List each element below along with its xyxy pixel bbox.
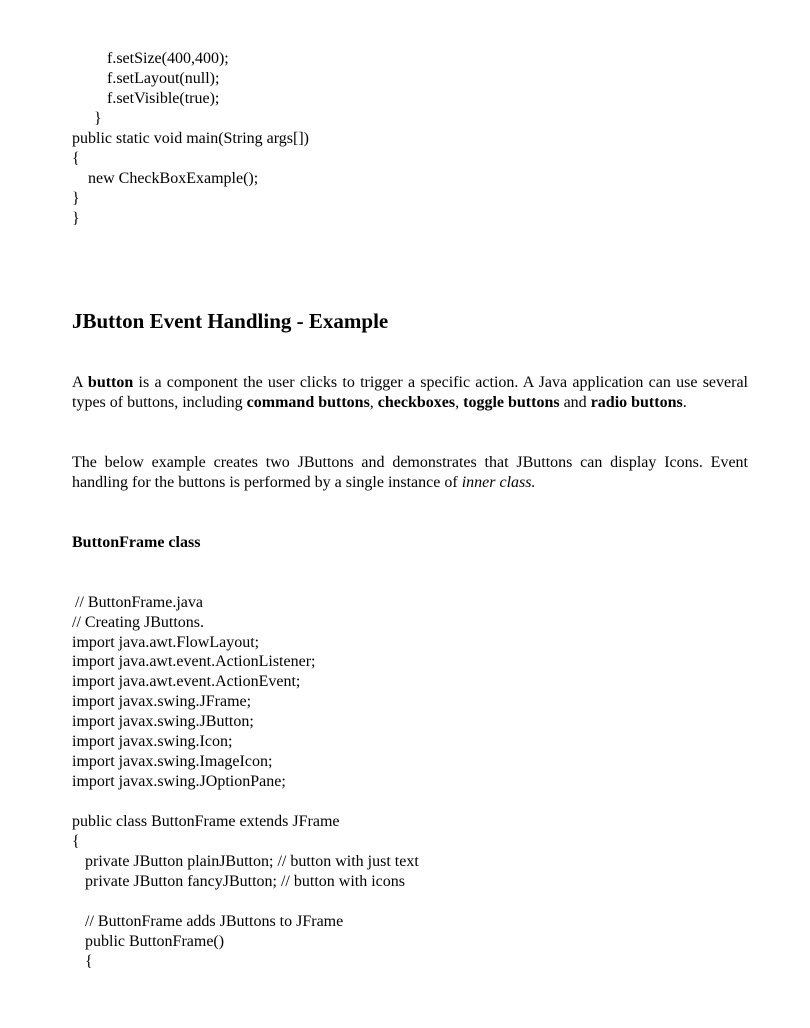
bold-term: checkboxes [377, 394, 456, 411]
code-line: // ButtonFrame.java [75, 594, 203, 611]
code-line: private JButton fancyJButton; // button with icons [85, 873, 405, 890]
code-line: } [72, 210, 80, 227]
code-line: import java.awt.event.ActionEvent; [72, 673, 301, 690]
code-line: // Creating JButtons. [72, 614, 204, 631]
text-run: and [559, 394, 591, 411]
code-line: import java.awt.event.ActionListener; [72, 653, 316, 670]
subsection-heading: ButtonFrame class [72, 534, 201, 551]
text-run: is a component the user clicks to trigger a specific action. A Java application can use several types of buttons, including [72, 374, 748, 411]
code-line: import javax.swing.Icon; [72, 733, 233, 750]
text-run: , [455, 394, 464, 411]
paragraph-buttons-intro [72, 373, 748, 413]
code-line: public ButtonFrame() [85, 933, 225, 950]
text-run: . [682, 394, 687, 411]
code-line: // ButtonFrame adds JButtons to JFrame [85, 913, 344, 930]
bold-term: button [87, 374, 134, 391]
code-line: public class ButtonFrame extends JFrame [72, 813, 340, 830]
text-run: , [369, 394, 378, 411]
code-line: { [85, 953, 93, 970]
code-line: import java.awt.FlowLayout; [72, 634, 260, 651]
code-line: } [72, 190, 80, 207]
code-line: f.setVisible(true); [107, 90, 220, 107]
code-line: new CheckBoxExample(); [88, 170, 259, 187]
paragraph-example-description [72, 453, 748, 493]
bold-term: radio buttons [590, 394, 683, 411]
section-heading: JButton Event Handling - Example [72, 309, 389, 333]
code-line: public static void main(String args[]) [72, 130, 309, 147]
bold-term: command buttons [246, 394, 370, 411]
code-line: f.setSize(400,400); [107, 50, 229, 67]
code-line: private JButton plainJButton; // button with just text [85, 853, 419, 870]
code-line: import javax.swing.JFrame; [72, 693, 252, 710]
code-line: import javax.swing.JButton; [72, 713, 254, 730]
code-line: } [94, 110, 102, 127]
code-line: f.setLayout(null); [107, 70, 220, 87]
bold-term: toggle buttons [463, 394, 560, 411]
text-run: A [72, 374, 88, 391]
code-line: import javax.swing.JOptionPane; [72, 773, 286, 790]
text-run: The below example creates two JButtons and demonstrates that JButtons can display Icons. Event handling for the buttons is performed by a single instance of [72, 454, 748, 491]
code-line: { [72, 150, 80, 167]
italic-term: inner class. [461, 474, 536, 491]
code-line: { [72, 833, 80, 850]
code-line: import javax.swing.ImageIcon; [72, 753, 273, 770]
